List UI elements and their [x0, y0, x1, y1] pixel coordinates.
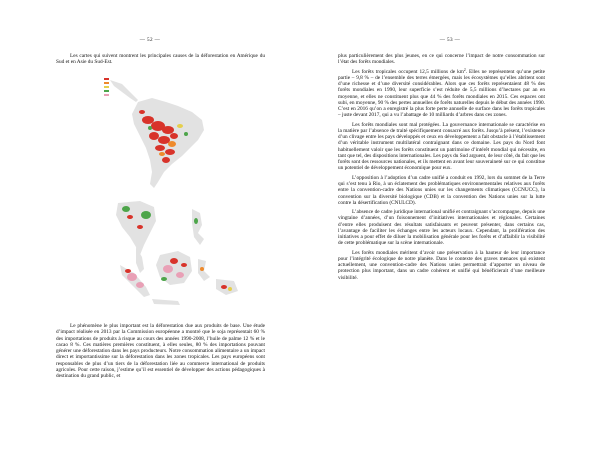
legend-swatch: [104, 94, 109, 96]
p1-text-b: . Elles ne représentent qu’une petite partie – 9,8 % – de l’ensemble des terres émergées, mais les écosystèmes qu’elles abritent sont d’une richesse et d’une diversité considérables. Alors que ces forêts représentaient 48 % des forêts mondiales en 1990, leur superficie s’est réduite de 5,5 millions d’hectares par an en moyenne, et elles ne constituent plus que 44 % des forêts mondiales en 2015. Ces espaces ont subi, en moyenne, 90 % des pertes annuelles de forêts naturelles depuis le début des années 1990. C’est en 2016 qu’on a enregistré la plus forte perte annuelle de surface dans les forêts tropicales – juste devant 2017, qui a vu l’abattage de 10 milliards d’arbres dans ces zones.: [338, 68, 545, 119]
legend-swatch: [104, 90, 109, 92]
right-text-column: [338, 53, 545, 281]
left-intro-block: [56, 53, 265, 66]
south-america-deforestation-map: [100, 74, 218, 190]
paragraph-initiatives: L’absence de cadre juridique international unifié et contraignant s’accompagne, depuis une vingtaine d’années, d’un foisonnement d’initiatives internationales et régionales. Certaines d’entre elles produisent des résultats satisfaisants et peuvent présenter, dans certains cas, l’avantage de faciliter les échanges entre les acteurs locaux. Cependant, la prolifération des initiatives a pour effet de diluer la mobilisation générale pour les forêts et d’affaiblir la visibilité de cette problématique sur la scène internationale.: [338, 209, 545, 247]
legend-swatch: [104, 82, 109, 84]
left-main-block: [56, 323, 265, 379]
paragraph-convention: Les forêts mondiales méritent d’avoir une préservation à la hauteur de leur importance pour l’intégrité écologique de notre planète. Dans le contexte des graves menaces qui existent actuellement, une convention-cadre des Nations unies permettrait d’apporter un niveau de protection plus important, dans un cadre cohérent et unifié qui bénéficierait d’une meilleure visibilité.: [338, 249, 545, 281]
legend-item: [104, 93, 111, 97]
paragraph-governance: Les forêts mondiales sont mal protégées. La gouvernance internationale se caractérise en la matière par l’absence de traité spécifiquement consacré aux forêts. Jusqu’à présent, l’existence d’un clivage entre les pays développés et ceux en développement a fait obstacle à l’établissement d’un véritable instrument multilatéral contraignant dans ce domaine. Les pays du Nord font habituellement valoir que les forêts constituent un patrimoine d’intérêt mondial qui nécessite, en tant que tel, des dispositions internationales. Les pays du Sud arguent, de leur côté, du fait que les forêts sont des ressources nationales, et ils mettent en avant leur souveraineté sur ce qui constitue un potentiel de développement économique pour eux.: [338, 121, 545, 172]
page-number-right: — 53 —: [439, 37, 461, 43]
paragraph-tropical-forests: [338, 69, 545, 119]
p1-text-a: Les forêts tropicales occupent 12,5 millions de km: [352, 68, 464, 75]
map-legend: [104, 77, 111, 97]
continuation-paragraph: plus particulièrement des plus jeunes, en ce qui concerne l’impact de notre consommation sur l’état des forêts mondiales.: [338, 53, 545, 66]
paragraph-rio-summit: L’opposition à l’adoption d’un cadre unifié a conduit en 1992, lors du sommet de la Terre qui s’est tenu à Rio, à un éclatement des problématiques environnementales relatives aux forêts entre la convention-cadre des Nations unies sur les changements climatiques (CCNUCC), la convention sur la diversité biologique (CDB) et la convention des Nations unies sur la lutte contre la désertification (CNULCD).: [338, 174, 545, 206]
paragraph-commodities: Le phénomène le plus important est la déforestation due aux produits de base. Une étude d’impact réalisée en 2013 par la Commission européenne a montré que le soja représentait 60 % des importations de produits à risque au cours des années 1990-2008, l’huile de palme 12 % et le cacao 8 %. Ces matières premières constituent, à elles seules, 80 % des importations pouvant générer une déforestation dans les pays producteurs. Notre consommation alimentaire a un impact direct et importantissime sur la déforestation dans les zones tropicales. Les pays européens sont responsables de plus d’un tiers de la déforestation liée au commerce international de produits agricoles. Pour cette raison, j’estime qu’il est essentiel de développer des actions pédagogiques à destination du grand public, et: [56, 323, 265, 379]
intro-paragraph: Les cartes qui suivent montrent les principales causes de la déforestation en Amérique du Sud et en Asie du Sud-Est.: [56, 53, 265, 66]
southeast-asia-deforestation-map: [100, 199, 240, 317]
south-america-map-graphic: [100, 74, 218, 190]
southeast-asia-map-graphic: [100, 199, 240, 317]
page-number-left: — 52 —: [139, 37, 161, 43]
superscript: 2: [463, 67, 466, 72]
legend-swatch: [104, 86, 109, 88]
legend-swatch: [104, 78, 109, 80]
